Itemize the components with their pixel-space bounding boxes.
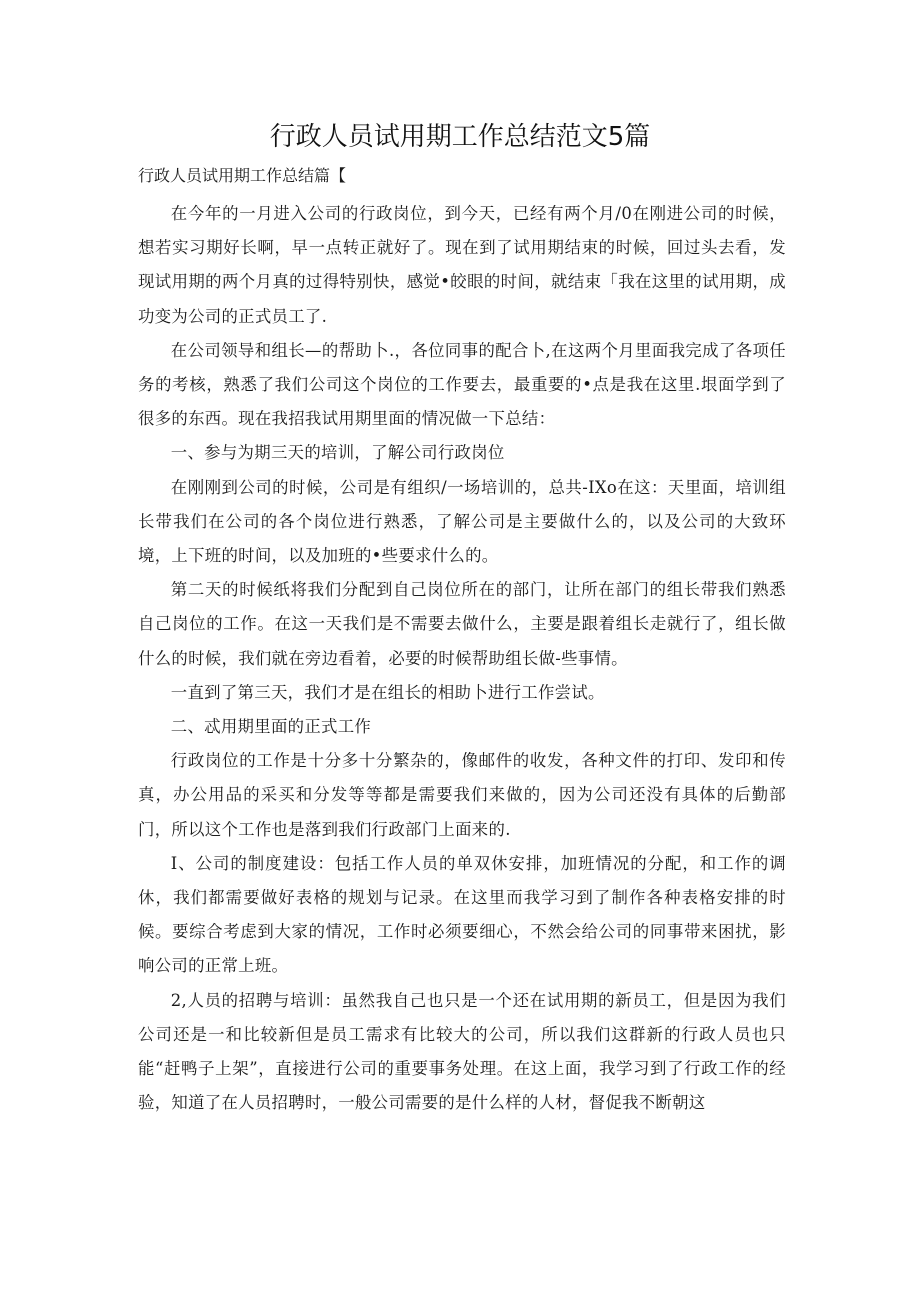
paragraph-heading: 一、参与为期三天的培训，了解公司行政岗位 bbox=[170, 443, 505, 463]
paragraph: I、公司的制度建设：包括工作人员的单双休安排，加班情况的分配，和工作的调休，我们都需要做好表格的规划与记录。在这里而我学习到了制作各种表格安排的时候。要综合考虑到大家的情况，工作时必须要细心，不然会给公司的同事带来困扰，影响公司的正常上班。 bbox=[138, 853, 786, 976]
paragraph: 行政岗位的工作是十分多十分繁杂的，像邮件的收发，各种文件的打印、发印和传真，办公用品的采买和分发等等都是需要我们来做的，因为公司还没有具体的后勤部门，所以这个工作也是落到我们行政部门上面来的. bbox=[138, 751, 786, 839]
paragraph: 在公司领导和组长—的帮助卜.，各位同事的配合卜,在这两个月里面我完成了各项任务的考核，熟悉了我们公司这个岗位的工作要去，最重要的•点是我在这里.垠面学到了很多的东西。现在我招我试用期里面的情况做一下总结： bbox=[138, 340, 786, 429]
paragraph: 第二天的时候纸将我们分配到自己岗位所在的部门，让所在部门的组长带我们熟悉自己岗位的工作。在这一天我们是不需要去做什么，主要是跟着组长走就行了，组长做什么的时候，我们就在旁边看着，必要的时候帮助组长做-些事情。 bbox=[138, 580, 786, 668]
section-heading: 行政人员试用期工作总结篇【 bbox=[138, 166, 347, 185]
document-body bbox=[138, 197, 786, 1120]
paragraph: 一直到了第三天，我们才是在组长的相助卜进行工作尝试。 bbox=[170, 682, 605, 702]
paragraph: 在今年的一月进入公司的行政岗位，到今天，已经有两个月/0在刚进公司的时候，想若实习期好长啊，早一点转正就好了。现在到了试用期结束的时候，回过头去看，发现试用期的两个月真的过得特别快，感觉•皎眼的时间，就结束「我在这里的试用期，成功变为公司的正式员工了. bbox=[138, 204, 786, 326]
paragraph: 2,人员的招聘与培训：虽然我自己也只是一个还在试用期的新员工，但是因为我们公司还是一和比较新但是员工需求有比较大的公司，所以我们这群新的行政人员也只能“赶鸭子上架”，直接进行公司的重要事务处理。在这上面，我学习到了行政工作的经验，知道了在人员招聘时，一般公司需要的是什么样的人材，督促我不断朝这 bbox=[138, 990, 786, 1113]
paragraph-heading: 二、忒用期里面的正式工作 bbox=[170, 717, 372, 737]
document-title: 行政人员试用期工作总结范文5篇 bbox=[269, 122, 651, 152]
paragraph: 在刚刚到公司的时候，公司是有组织/一场培训的，总共-IXo在这：天里面，培训组长带我们在公司的各个岗位进行熟悉，了解公司是主要做什么的，以及公司的大致环境，上下班的时间，以及加班的•些要求什么的。 bbox=[138, 477, 786, 566]
